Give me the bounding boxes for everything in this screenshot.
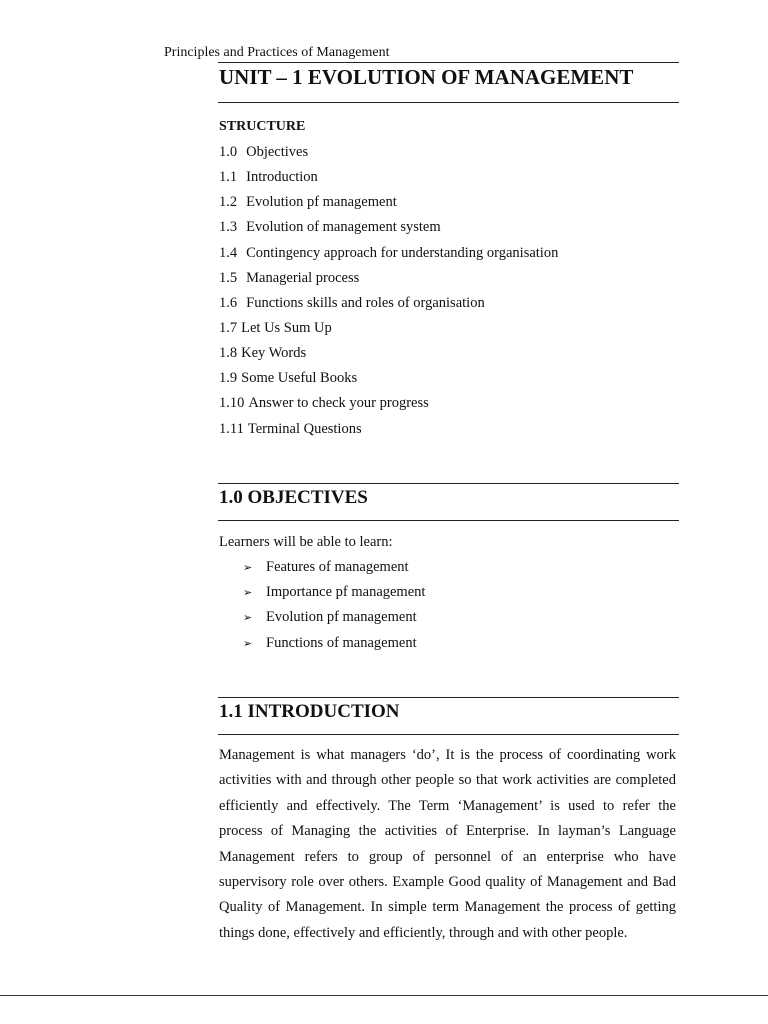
list-item: ➢ Importance pf management — [243, 584, 426, 601]
title-bottom-rule — [218, 102, 679, 103]
unit-title: UNIT – 1 EVOLUTION OF MANAGEMENT — [219, 65, 634, 89]
list-item: ➢ Evolution pf management — [243, 609, 417, 626]
introduction-paragraph: Management is what managers ‘do’, It is the process of coordinating work activities with and through other people so that work activities are completed efficiently and effectively. The Term ‘Management’ is used to refer the process of Managing the activities of Enterprise. In layman’s Language Management refers to group of personnel of an enterprise who have supervisory role over others. Example Good quality of Management and Bad Quality of Management. In simple term Management the process of getting things done, effectively and efficiently, through and with other people. — [219, 747, 676, 941]
structure-heading: STRUCTURE — [219, 119, 306, 134]
structure-list — [219, 143, 558, 445]
arrow-bullet-icon: ➢ — [243, 611, 253, 625]
structure-item: 1.8 Key Words — [219, 345, 307, 362]
structure-item: 1.9 Some Useful Books — [219, 370, 358, 387]
structure-item: 1.3 Evolution of management system — [219, 219, 441, 236]
list-item: ➢ Functions of management — [243, 634, 417, 651]
structure-item: 1.5 Managerial process — [219, 269, 360, 286]
structure-item: 1.11 Terminal Questions — [219, 420, 362, 437]
introduction-top-rule — [218, 697, 679, 698]
structure-item: 1.7 Let Us Sum Up — [219, 319, 332, 336]
structure-item: 1.2 Evolution pf management — [219, 194, 397, 211]
arrow-bullet-icon: ➢ — [243, 636, 253, 650]
structure-item: 1.10 Answer to check your progress — [219, 395, 429, 412]
structure-item: 1.1 Introduction — [219, 169, 318, 186]
structure-item: 1.4 Contingency approach for understanding organisation — [219, 244, 559, 261]
introduction-heading: 1.1 INTRODUCTION — [219, 701, 400, 722]
objectives-top-rule — [218, 483, 679, 484]
page-bottom-rule — [0, 995, 768, 996]
objectives-heading: 1.0 OBJECTIVES — [219, 487, 368, 508]
arrow-bullet-icon: ➢ — [243, 586, 253, 600]
list-item: ➢ Features of management — [243, 559, 409, 575]
structure-item: 1.6 Functions skills and roles of organisation — [219, 294, 485, 311]
introduction-bottom-rule — [218, 734, 679, 735]
structure-item: 1.0 Objectives — [219, 144, 309, 160]
objectives-list — [243, 558, 425, 659]
objectives-bottom-rule — [218, 520, 679, 521]
running-header: Principles and Practices of Management — [164, 45, 390, 60]
objectives-intro: Learners will be able to learn: — [219, 534, 393, 550]
arrow-bullet-icon: ➢ — [243, 561, 253, 574]
